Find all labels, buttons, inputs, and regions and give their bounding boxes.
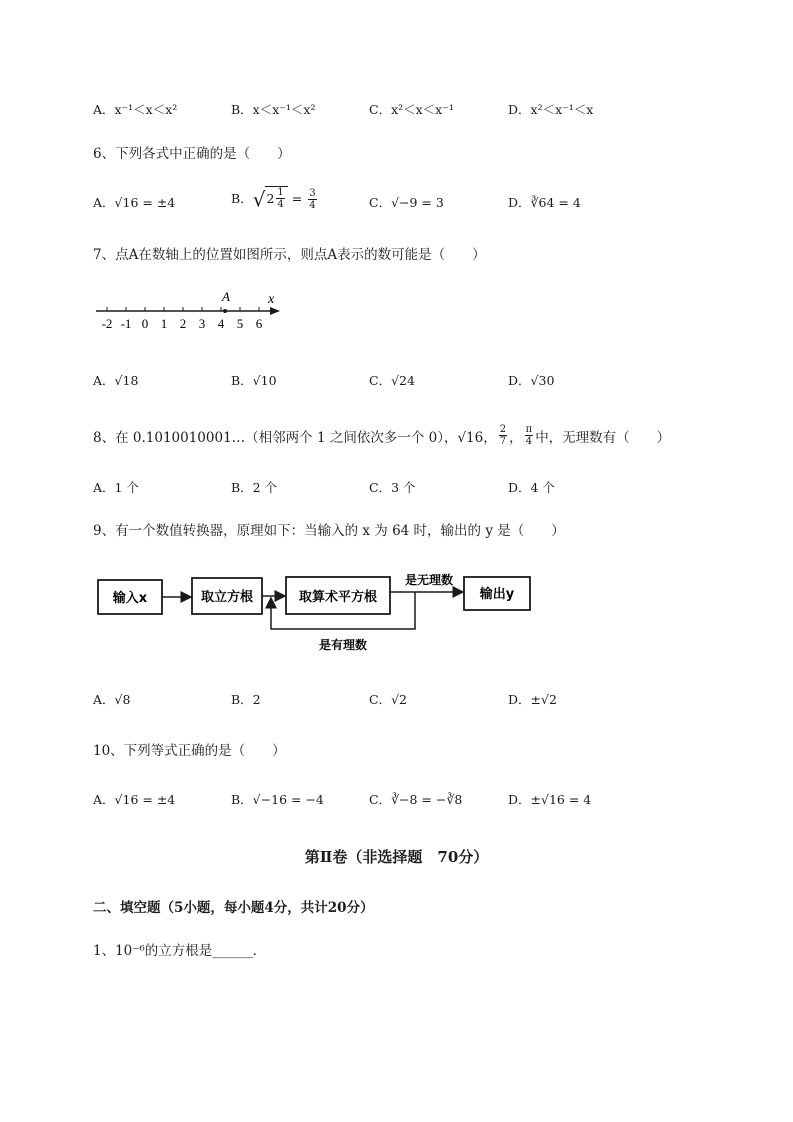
box-cuberoot-label: 取立方根 [200,590,254,605]
label-rational: 是有理数 [318,638,368,652]
point-a-label: A [222,289,230,304]
q8-stem-part2: 中，无理数有（ ） [535,429,671,446]
q6-option-b: B．√ 2 $\frac{1}{4}$ = $\frac{3}{4}$ [231,187,316,212]
q9-option-b: B．2 [231,692,261,707]
box-sqrt-label: 取算术平方根 [298,590,378,605]
section-heading: 二、填空题（5小题，每小题4分，共计20分） [93,900,374,916]
axis-tick-label: 2 [179,316,187,331]
q6-stem: 6、下列各式中正确的是（ ） [93,146,291,162]
q6-b-rhs-den: 4 [309,200,316,211]
axis-tick-label: 4 [217,316,225,331]
axis-tick-label: 0 [141,316,149,331]
q8-stem: 8、在 0.1010010001…（相邻两个 1 之间依次多一个 0），√16， $\frac{2}{7}$ ， $\frac{\pi}{4}$ 中，无理数有（ ） [93,424,671,447]
q8-stem-part1: 8、在 0.1010010001…（相邻两个 1 之间依次多一个 0），√16， [93,429,497,446]
q8-frac-1-den: 7 [499,436,507,447]
q5-option-d: D．x²＜x⁻¹＜x [508,102,594,117]
q5-option-c: C．x²＜x＜x⁻¹ [369,102,454,117]
q8-option-a: A．1 个 [93,480,139,495]
q6-option-c: C．√−9 = 3 [369,195,444,210]
q7-option-b: B．√10 [231,373,277,388]
q6-b-frac-num: 1 [277,187,284,198]
q7-stem: 7、点A在数轴上的位置如图所示，则点A表示的数可能是（ ） [93,247,486,263]
q5-option-a: A．x⁻¹＜x＜x² [93,102,178,117]
q6-b-rhs-frac [308,188,316,211]
q6-option-b-label: B． [231,191,253,206]
axis-tick-label: -2 [101,316,113,331]
q6-b-frac-den: 4 [277,199,284,210]
q8-frac-2-num: π [525,424,533,435]
box-output-label: 输出y [479,587,515,602]
axis-arrow [270,307,280,315]
q8-frac-2 [525,424,534,447]
q10-option-d: D．±√16 = 4 [508,792,592,807]
q6-b-int: 2 [266,191,275,206]
section-title: 第Ⅱ卷（非选择题 70分） [304,848,489,866]
q6-option-a: A．√16 = ±4 [93,195,176,210]
q10-stem: 10、下列等式正确的是（ ） [93,743,286,759]
radical-sign: √ [252,187,266,212]
q6-option-d: D．∛64 = 4 [508,195,581,210]
radicand [265,186,287,210]
q7-option-c: C．√24 [369,373,415,388]
axis-tick-label: -1 [120,316,132,331]
q8-frac-1-num: 2 [499,424,507,435]
q8-frac-1 [499,424,507,447]
q10-option-c: C．∛−8 = −∛8 [369,792,463,807]
q9-option-a: A．√8 [93,692,131,707]
q7-option-d: D．√30 [508,373,555,388]
q8-option-c: C．3 个 [369,480,416,495]
axis-tick-label: 3 [198,316,206,331]
q8-frac-2-den: 4 [525,436,533,447]
q8-option-b: B．2 个 [231,480,278,495]
conversion-flowchart [95,568,540,658]
q6-b-rhs-num: 3 [309,188,316,199]
q7-option-a: A．√18 [93,373,139,388]
q9-option-d: D．±√2 [508,692,557,707]
axis-tick-label: 1 [160,316,168,331]
number-line [90,285,290,335]
point-a-dot [223,309,227,313]
q10-option-b: B．√−16 = −4 [231,792,324,807]
axis-tick-label: 6 [255,316,263,331]
box-input-label: 输入x [112,591,148,606]
q5-option-b: B．x＜x⁻¹＜x² [231,102,316,117]
q6-b-frac [276,187,284,210]
q9-stem: 9、有一个数值转换器，原理如下：当输入的 x 为 64 时，输出的 y 是（ ） [93,523,565,539]
q9-option-c: C．√2 [369,692,407,707]
q8-option-d: D．4 个 [508,480,555,495]
fill-q1: 1、10⁻⁶的立方根是______． [93,943,267,959]
label-irrational: 是无理数 [404,573,454,587]
axis-tick-label: 5 [236,316,244,331]
q10-option-a: A．√16 = ±4 [93,792,176,807]
axis-x-label: x [268,292,275,307]
